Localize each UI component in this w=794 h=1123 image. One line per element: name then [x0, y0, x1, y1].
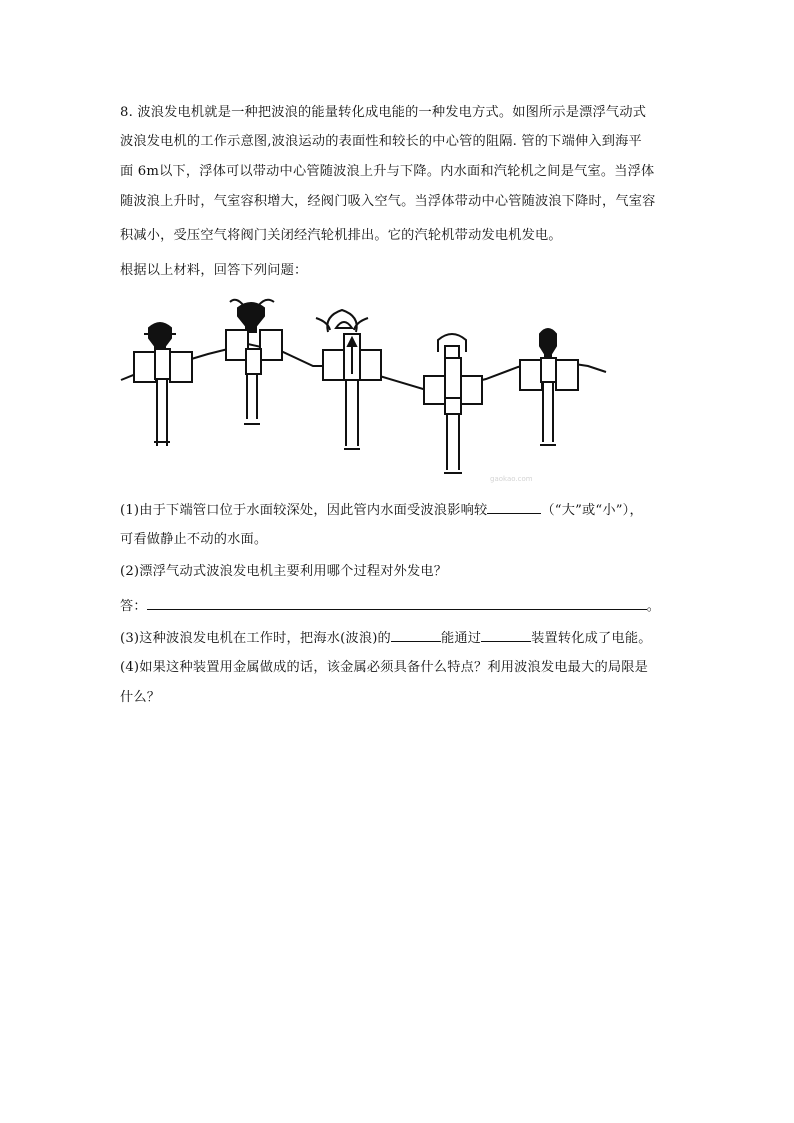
subquestion-2-answer-row — [120, 595, 660, 616]
subquestion-3-text-c: 装置转化成了电能。 — [531, 631, 652, 646]
answer-blank-3a[interactable] — [391, 627, 441, 642]
answer-end-mark: 。 — [646, 599, 661, 614]
subquestion-3-text-b: 能通过 — [440, 631, 482, 646]
subquestion-1-continued: 可看做静止不动的水面。 — [120, 532, 268, 547]
watermark: gaokao.com — [490, 475, 533, 483]
question-stem-line-1: 8. 波浪发电机就是一种把波浪的能量转化成电能的一种发电方式。如图所示是漂浮气动式 — [120, 105, 647, 120]
subquestion-1-text: (1)由于下端管口位于水面较深处，因此管内水面受波浪影响较 — [120, 503, 488, 518]
generator-unit-1 — [134, 323, 192, 446]
subquestion-2: (2)漂浮气动式波浪发电机主要利用哪个过程对外发电？ — [120, 564, 448, 579]
subquestion-4-continued: 什么？ — [120, 690, 161, 705]
subquestion-3 — [120, 627, 652, 648]
subquestion-1 — [120, 499, 643, 520]
question-stem-line-2: 波浪发电机的工作示意图,波浪运动的表面性和较长的中心管的阻隔. 管的下端伸入到海平 — [120, 134, 642, 149]
subquestion-1-options: （“大”或“小”）， — [541, 503, 643, 518]
generator-unit-3 — [316, 310, 381, 449]
generator-unit-5 — [520, 329, 578, 445]
wave-generator-diagram — [118, 294, 608, 484]
subquestion-4: (4)如果这种装置用金属做成的话，该金属必须具备什么特点？利用波浪发电最大的局限是 — [120, 660, 649, 675]
subquestion-3-text-a: (3)这种波浪发电机在工作时，把海水(波浪)的 — [120, 631, 391, 646]
generator-unit-2 — [226, 300, 282, 424]
generator-unit-4 — [424, 334, 482, 473]
answer-blank-2[interactable] — [147, 595, 647, 610]
answer-blank-1[interactable] — [487, 499, 541, 514]
question-stem-line-3: 面 6m以下，浮体可以带动中心管随波浪上升与下降。内水面和汽轮机之间是气室。当浮体 — [120, 164, 655, 179]
question-stem-line-4: 随波浪上升时，气室容积增大，经阀门吸入空气。当浮体带动中心管随波浪下降时，气室容 — [120, 194, 656, 209]
question-stem-line-5: 积减小，受压空气将阀门关闭经汽轮机排出。它的汽轮机带动发电机发电。 — [120, 228, 562, 243]
answer-blank-3b[interactable] — [481, 627, 531, 642]
answer-label: 答： — [120, 599, 147, 614]
question-prompt: 根据以上材料，回答下列问题： — [120, 263, 308, 278]
